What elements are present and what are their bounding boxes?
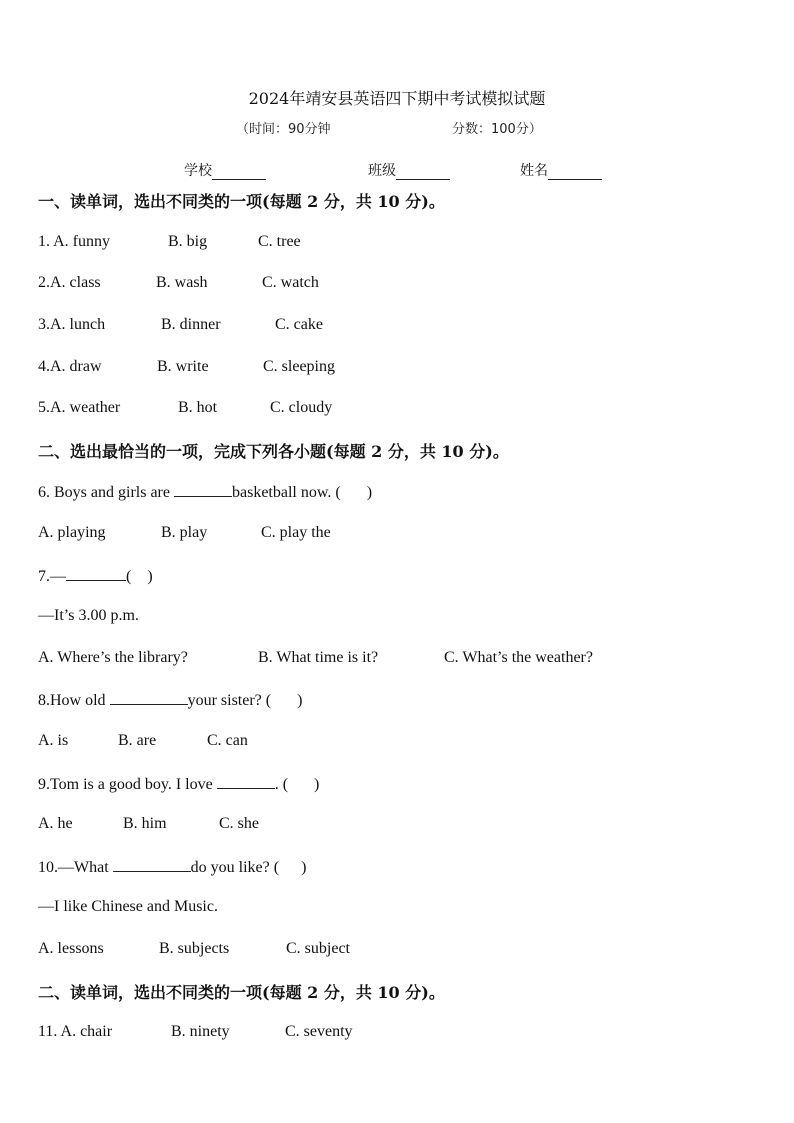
class-label: 班级 bbox=[368, 163, 396, 179]
q7-blank bbox=[66, 566, 126, 581]
name-label: 姓名 bbox=[520, 163, 548, 179]
name-blank bbox=[548, 165, 602, 180]
q2-option-b: B. wash bbox=[156, 274, 208, 291]
exam-time: （时间：90分钟 bbox=[236, 122, 331, 137]
q6-option-c: C. play the bbox=[261, 524, 331, 541]
q10-stem-start: 10.—What bbox=[38, 859, 113, 876]
q10-option-b: B. subjects bbox=[159, 940, 230, 957]
q9-stem bbox=[38, 774, 319, 794]
q5-option-c: C. cloudy bbox=[270, 399, 333, 416]
section-1-heading: 一、读单词，选出不同类的一项(每题 2 分，共 10 分)。 bbox=[38, 192, 445, 211]
q9-option-c: C. she bbox=[219, 815, 259, 832]
q3-option-c: C. cake bbox=[275, 316, 323, 333]
q10-reply: —I like Chinese and Music. bbox=[38, 898, 218, 915]
q4-option-c: C. sleeping bbox=[263, 358, 335, 375]
school-blank bbox=[212, 165, 266, 180]
q10-stem-end: do you like? ( bbox=[190, 859, 280, 876]
class-field bbox=[368, 160, 450, 180]
q3-option-a: 3.A. lunch bbox=[38, 316, 106, 333]
q9-close-paren: ) bbox=[314, 776, 320, 793]
q6-stem bbox=[38, 482, 372, 502]
q8-option-a: A. is bbox=[38, 732, 69, 749]
school-field bbox=[184, 160, 266, 180]
q10-stem bbox=[38, 857, 306, 877]
q9-blank bbox=[217, 774, 275, 789]
q3-option-b: B. dinner bbox=[161, 316, 221, 333]
q6-option-b: B. play bbox=[161, 524, 208, 541]
q11-option-b: B. ninety bbox=[171, 1023, 230, 1040]
q7-open-paren: ( bbox=[126, 568, 132, 585]
q10-option-c: C. subject bbox=[286, 940, 350, 957]
school-label: 学校 bbox=[184, 163, 212, 179]
q10-blank bbox=[113, 857, 191, 872]
q2-option-a: 2.A. class bbox=[38, 274, 101, 291]
exam-title: 2024年靖安县英语四下期中考试模拟试题 bbox=[248, 89, 546, 108]
q8-stem-end: your sister? ( bbox=[187, 692, 272, 709]
q7-stem-start: 7.— bbox=[38, 568, 66, 585]
section-2-heading: 二、选出最恰当的一项，完成下列各小题(每题 2 分，共 10 分)。 bbox=[38, 442, 509, 461]
q9-stem-start: 9.Tom is a good boy. I love bbox=[38, 776, 217, 793]
q6-stem-start: 6. Boys and girls are bbox=[38, 484, 174, 501]
exam-score: 分数：100分） bbox=[452, 122, 542, 137]
q10-close-paren: ) bbox=[301, 859, 307, 876]
q4-option-a: 4.A. draw bbox=[38, 358, 102, 375]
q8-close-paren: ) bbox=[297, 692, 303, 709]
class-blank bbox=[396, 165, 450, 180]
name-field bbox=[520, 160, 602, 180]
q8-stem bbox=[38, 690, 302, 710]
q1-option-a: 1. A. funny bbox=[38, 233, 110, 250]
q6-stem-end: basketball now. ( bbox=[231, 484, 341, 501]
q1-option-b: B. big bbox=[168, 233, 208, 250]
q9-option-b: B. him bbox=[123, 815, 167, 832]
q10-option-a: A. lessons bbox=[38, 940, 104, 957]
q5-option-a: 5.A. weather bbox=[38, 399, 121, 416]
q7-stem bbox=[38, 566, 153, 586]
q7-option-c: C. What’s the weather? bbox=[444, 649, 593, 666]
q5-option-b: B. hot bbox=[178, 399, 218, 416]
q1-option-c: C. tree bbox=[258, 233, 301, 250]
q8-blank bbox=[110, 690, 188, 705]
q9-stem-end: . ( bbox=[274, 776, 289, 793]
q4-option-b: B. write bbox=[157, 358, 209, 375]
q6-close-paren: ) bbox=[366, 484, 373, 501]
q9-option-a: A. he bbox=[38, 815, 73, 832]
q8-option-b: B. are bbox=[118, 732, 157, 749]
section-3-heading: 二、读单词，选出不同类的一项(每题 2 分，共 10 分)。 bbox=[38, 983, 445, 1002]
q11-option-a: 11. A. chair bbox=[38, 1023, 113, 1040]
q11-option-c: C. seventy bbox=[285, 1023, 353, 1040]
q6-option-a: A. playing bbox=[38, 524, 106, 541]
q8-option-c: C. can bbox=[207, 732, 248, 749]
q7-option-a: A. Where’s the library? bbox=[38, 649, 188, 666]
q7-close-paren: ) bbox=[147, 568, 153, 585]
q6-blank bbox=[174, 482, 232, 497]
q8-stem-start: 8.How old bbox=[38, 692, 110, 709]
q2-option-c: C. watch bbox=[262, 274, 319, 291]
q7-option-b: B. What time is it? bbox=[258, 649, 379, 666]
q7-reply: —It’s 3.00 p.m. bbox=[38, 607, 139, 624]
